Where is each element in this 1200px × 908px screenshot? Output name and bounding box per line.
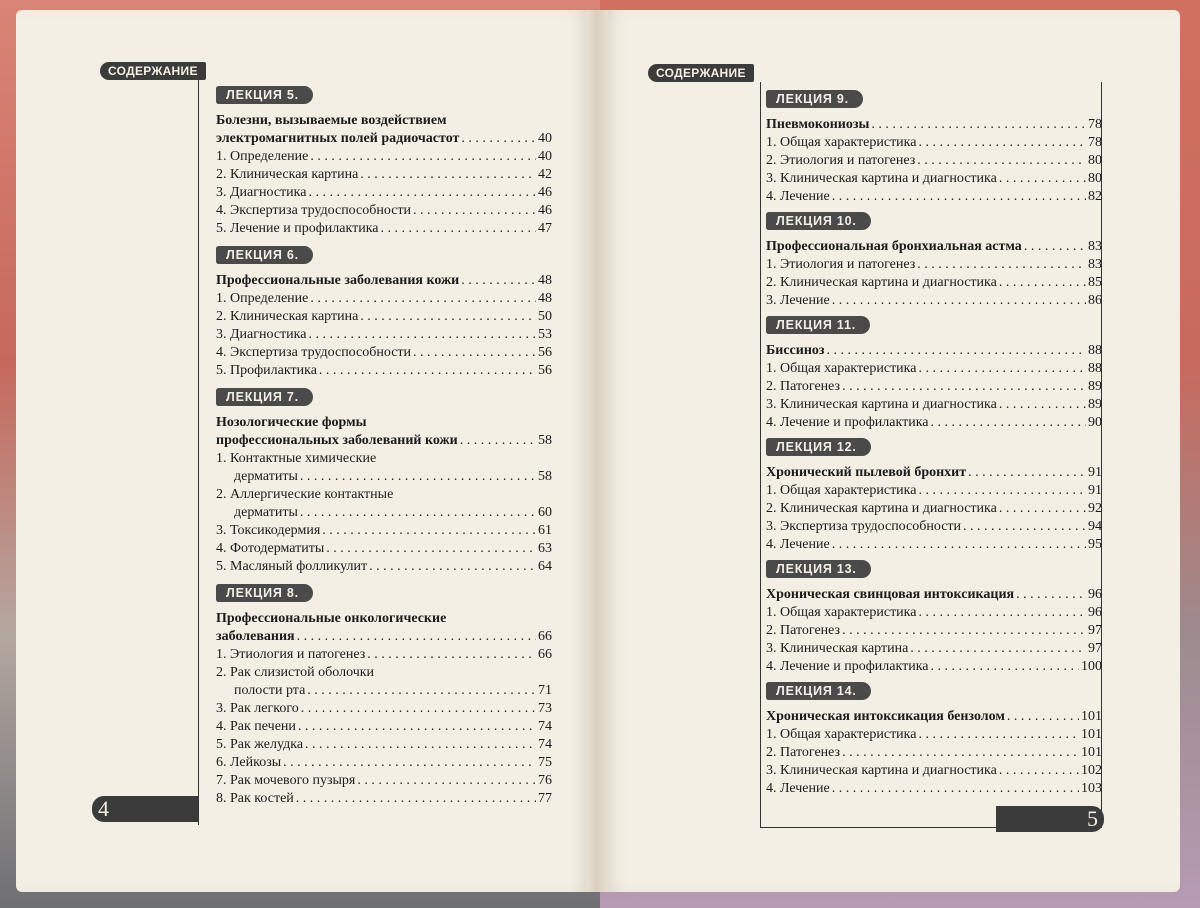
toc-entry-text: 4. Лечение	[766, 537, 830, 552]
toc-entry-text: 1. Общая характеристика	[766, 361, 917, 376]
toc-entry-page: 91	[1088, 483, 1102, 498]
toc-entry-page: 102	[1081, 763, 1102, 778]
leader-dots	[296, 790, 536, 808]
leader-dots	[461, 272, 536, 290]
leader-dots	[999, 274, 1086, 292]
toc-entry-text: 1. Общая характеристика	[766, 135, 917, 150]
leader-dots	[310, 148, 536, 166]
toc-entry	[766, 762, 1102, 780]
leader-dots	[310, 290, 536, 308]
lecture-page-number: 78	[1088, 117, 1102, 132]
lecture-label: ЛЕКЦИЯ 7.	[216, 388, 313, 406]
leader-dots	[917, 256, 1086, 274]
toc-entry-text: 3. Экспертиза трудоспособности	[766, 519, 962, 534]
toc-entry-text: 2. Патогенез	[766, 745, 841, 760]
toc-entry	[216, 290, 552, 308]
leader-dots	[413, 344, 536, 362]
toc-entry	[216, 486, 552, 504]
lecture-title-text: Биссиноз	[766, 343, 825, 358]
toc-entry-page: 90	[1088, 415, 1102, 430]
lecture-title-line	[216, 414, 552, 432]
toc-entry-page: 92	[1088, 501, 1102, 516]
toc-entry	[216, 220, 552, 238]
lecture-title-text: Пневмокониозы	[766, 117, 870, 132]
toc-entry	[216, 682, 552, 700]
toc-entry	[766, 622, 1102, 640]
toc-entry-text: 4. Лечение	[766, 189, 830, 204]
leader-dots	[300, 468, 536, 486]
lecture-title-text: Хроническая свинцовая интоксикация	[766, 587, 1015, 602]
toc-entry	[216, 468, 552, 486]
toc-entry-page: 42	[538, 167, 552, 182]
leader-dots	[999, 170, 1086, 188]
toc-entry-page: 46	[538, 203, 552, 218]
lecture-title	[766, 342, 1102, 360]
lecture-title	[216, 628, 552, 646]
toc-entry-page: 73	[538, 701, 552, 716]
toc-entry	[766, 744, 1102, 762]
toc-entry	[766, 536, 1102, 554]
toc-entry	[766, 726, 1102, 744]
leader-dots	[931, 414, 1087, 432]
leader-dots	[1016, 586, 1086, 604]
toc-entry	[766, 378, 1102, 396]
toc-entry-text: 2. Клиническая картина и диагностика	[766, 501, 997, 516]
leader-dots	[910, 640, 1086, 658]
toc-entry-page: 94	[1088, 519, 1102, 534]
lecture-title	[766, 586, 1102, 604]
lecture-title-text: профессиональных заболеваний кожи	[216, 433, 458, 448]
toc-entry	[766, 256, 1102, 274]
toc-entry-page: 97	[1088, 623, 1102, 638]
lecture-label: ЛЕКЦИЯ 6.	[216, 246, 313, 264]
toc-entry-page: 74	[538, 737, 552, 752]
toc-entry-page: 89	[1088, 379, 1102, 394]
toc-entry-text: 1. Определение	[216, 149, 309, 164]
toc-entry-text: 5. Рак желудка	[216, 737, 304, 752]
toc-entry-text: 8. Рак костей	[216, 791, 294, 806]
lecture-label: ЛЕКЦИЯ 9.	[766, 90, 863, 108]
toc-entry-text: 3. Клиническая картина	[766, 641, 909, 656]
toc-entry-text: 3. Рак легкого	[216, 701, 299, 716]
leader-dots	[842, 378, 1086, 396]
leader-dots	[918, 726, 1079, 744]
lecture-title-text: электромагнитных полей радиочастот	[216, 131, 460, 146]
toc-entry	[216, 344, 552, 362]
toc-entry-page: 66	[538, 647, 552, 662]
toc-entry	[216, 166, 552, 184]
lecture-title-line	[216, 610, 552, 628]
toc-entry-text: 3. Клиническая картина и диагностика	[766, 171, 997, 186]
lecture-page-number: 96	[1088, 587, 1102, 602]
leader-dots	[842, 744, 1079, 762]
toc-entry	[216, 558, 552, 576]
lecture-title-text: Нозологические формы	[216, 415, 367, 430]
toc-entry	[216, 718, 552, 736]
lecture-title	[766, 238, 1102, 256]
lecture-page-number: 58	[538, 433, 552, 448]
leader-dots	[999, 396, 1086, 414]
toc-entry-page: 64	[538, 559, 552, 574]
lecture-title-text: Болезни, вызываемые воздействием	[216, 113, 447, 128]
lecture-page-number: 48	[538, 273, 552, 288]
toc-entry-text: 4. Экспертиза трудоспособности	[216, 203, 412, 218]
toc-entry-text: 1. Этиология и патогенез	[216, 647, 366, 662]
leader-dots	[827, 342, 1086, 360]
toc-entry	[216, 772, 552, 790]
toc-entry-text: 1. Определение	[216, 291, 309, 306]
toc-entry	[216, 148, 552, 166]
toc-entry	[766, 414, 1102, 432]
lecture-title	[766, 708, 1102, 726]
toc-entry	[766, 170, 1102, 188]
lecture-label: ЛЕКЦИЯ 8.	[216, 584, 313, 602]
toc-entry-text: 5. Масляный фолликулит	[216, 559, 368, 574]
toc-entry-page: 46	[538, 185, 552, 200]
leader-dots	[832, 188, 1086, 206]
toc-entry	[216, 308, 552, 326]
leader-dots	[298, 718, 536, 736]
toc-entry-text: 2. Клиническая картина	[216, 309, 359, 324]
lecture-page-number: 66	[538, 629, 552, 644]
toc-entry-text: 6. Лейкозы	[216, 755, 282, 770]
toc-entry-page: 89	[1088, 397, 1102, 412]
toc-entry	[216, 700, 552, 718]
leader-dots	[999, 762, 1079, 780]
toc-entry-page: 76	[538, 773, 552, 788]
toc-entry-page: 40	[538, 149, 552, 164]
right-page-number: 5	[996, 806, 1104, 832]
leader-dots	[918, 482, 1086, 500]
toc-entry-page: 96	[1088, 605, 1102, 620]
lecture-title	[216, 130, 552, 148]
toc-entry-text: 1. Контактные химические	[216, 451, 377, 466]
leader-dots	[319, 362, 536, 380]
toc-entry-page: 101	[1081, 745, 1102, 760]
toc-entry-text: дерматиты	[234, 469, 298, 484]
toc-entry-page: 100	[1081, 659, 1102, 674]
toc-entry	[766, 292, 1102, 310]
lecture-title-line	[216, 112, 552, 130]
toc-entry	[766, 396, 1102, 414]
leader-dots	[1007, 708, 1079, 726]
leader-dots	[283, 754, 536, 772]
leader-dots	[871, 116, 1086, 134]
lecture-title-text: Профессиональная бронхиальная астма	[766, 239, 1022, 254]
left-page-header: СОДЕРЖАНИЕ	[100, 62, 206, 80]
lecture-label: ЛЕКЦИЯ 10.	[766, 212, 871, 230]
leader-dots	[461, 130, 536, 148]
book-gutter	[586, 10, 608, 892]
lecture-page-number: 101	[1081, 709, 1102, 724]
leader-dots	[307, 682, 536, 700]
toc-entry-text: 4. Лечение и профилактика	[766, 415, 929, 430]
toc-entry	[766, 360, 1102, 378]
toc-entry	[766, 482, 1102, 500]
toc-entry-text: 2. Аллергические контактные	[216, 487, 394, 502]
toc-entry-text: 7. Рак мочевого пузыря	[216, 773, 356, 788]
toc-entry-text: 4. Экспертиза трудоспособности	[216, 345, 412, 360]
toc-entry-page: 97	[1088, 641, 1102, 656]
leader-dots	[305, 736, 536, 754]
toc-entry-text: 2. Патогенез	[766, 623, 841, 638]
leader-dots	[832, 780, 1079, 798]
leader-dots	[963, 518, 1086, 536]
toc-entry	[216, 664, 552, 682]
leader-dots	[918, 360, 1086, 378]
toc-entry-page: 53	[538, 327, 552, 342]
toc-entry-text: 2. Рак слизистой оболочки	[216, 665, 375, 680]
toc-entry-text: 2. Клиническая картина	[216, 167, 359, 182]
toc-entry-text: 3. Диагностика	[216, 327, 307, 342]
toc-entry-text: 3. Диагностика	[216, 185, 307, 200]
leader-dots	[301, 700, 536, 718]
lecture-label: ЛЕКЦИЯ 5.	[216, 86, 313, 104]
toc-entry	[216, 522, 552, 540]
lecture-title	[766, 464, 1102, 482]
toc-entry	[216, 504, 552, 522]
leader-dots	[326, 540, 536, 558]
toc-entry-page: 82	[1088, 189, 1102, 204]
toc-entry	[216, 326, 552, 344]
toc-entry	[216, 736, 552, 754]
toc-entry-text: 2. Клиническая картина и диагностика	[766, 275, 997, 290]
toc-entry-text: полости рта	[234, 683, 306, 698]
lecture-page-number: 88	[1088, 343, 1102, 358]
toc-entry-page: 85	[1088, 275, 1102, 290]
leader-dots	[369, 558, 536, 576]
toc-entry-page: 58	[538, 469, 552, 484]
toc-entry-page: 77	[538, 791, 552, 806]
toc-entry-page: 63	[538, 541, 552, 556]
leader-dots	[832, 292, 1086, 310]
toc-entry-page: 95	[1088, 537, 1102, 552]
toc-entry	[766, 518, 1102, 536]
leader-dots	[357, 772, 536, 790]
leader-dots	[308, 326, 536, 344]
toc-entry	[766, 152, 1102, 170]
toc-entry-text: 3. Клиническая картина и диагностика	[766, 397, 997, 412]
toc-entry-text: 2. Этиология и патогенез	[766, 153, 916, 168]
toc-entry-page: 88	[1088, 361, 1102, 376]
leader-dots	[1024, 238, 1086, 256]
toc-entry-text: 1. Этиология и патогенез	[766, 257, 916, 272]
toc-entry	[766, 658, 1102, 676]
lecture-title	[216, 432, 552, 450]
lecture-title-text: Профессиональные заболевания кожи	[216, 273, 460, 288]
toc-entry	[766, 640, 1102, 658]
toc-entry	[216, 202, 552, 220]
toc-entry-text: 3. Токсикодермия	[216, 523, 321, 538]
toc-entry	[766, 780, 1102, 798]
lecture-page-number: 83	[1088, 239, 1102, 254]
leader-dots	[917, 152, 1086, 170]
leader-dots	[999, 500, 1086, 518]
toc-entry-page: 47	[538, 221, 552, 236]
toc-entry	[766, 604, 1102, 622]
toc-entry-text: 3. Лечение	[766, 293, 830, 308]
toc-entry-text: 4. Фотодерматиты	[216, 541, 325, 556]
lecture-label: ЛЕКЦИЯ 13.	[766, 560, 871, 578]
lecture-label: ЛЕКЦИЯ 12.	[766, 438, 871, 456]
toc-entry-text: 4. Рак печени	[216, 719, 296, 734]
toc-entry-text: 1. Общая характеристика	[766, 605, 917, 620]
toc-entry-page: 71	[538, 683, 552, 698]
toc-entry-page: 56	[538, 345, 552, 360]
lecture-page-number: 91	[1088, 465, 1102, 480]
toc-entry-page: 86	[1088, 293, 1102, 308]
toc-entry-page: 50	[538, 309, 552, 324]
toc-entry	[216, 754, 552, 772]
leader-dots	[300, 504, 536, 522]
leader-dots	[832, 536, 1086, 554]
lecture-title-text: заболевания	[216, 629, 295, 644]
toc-entry	[216, 790, 552, 808]
leader-dots	[322, 522, 536, 540]
leader-dots	[360, 166, 536, 184]
toc-entry-page: 56	[538, 363, 552, 378]
toc-entry	[216, 450, 552, 468]
toc-entry	[766, 274, 1102, 292]
left-page-number: 4	[92, 796, 198, 822]
toc-entry-text: 1. Общая характеристика	[766, 727, 917, 742]
toc-entry	[216, 362, 552, 380]
leader-dots	[360, 308, 536, 326]
toc-entry-page: 78	[1088, 135, 1102, 150]
leader-dots	[460, 432, 536, 450]
toc-entry-text: 5. Лечение и профилактика	[216, 221, 379, 236]
toc-entry	[766, 134, 1102, 152]
toc-entry-page: 61	[538, 523, 552, 538]
toc-entry-page: 75	[538, 755, 552, 770]
toc-entry-page: 74	[538, 719, 552, 734]
toc-entry-page: 80	[1088, 171, 1102, 186]
lecture-title-text: Хроническая интоксикация бензолом	[766, 709, 1005, 724]
leader-dots	[297, 628, 536, 646]
toc-entry-page: 83	[1088, 257, 1102, 272]
leader-dots	[308, 184, 536, 202]
toc-entry-text: 2. Патогенез	[766, 379, 841, 394]
toc-entry-text: 1. Общая характеристика	[766, 483, 917, 498]
toc-entry-text: дерматиты	[234, 505, 298, 520]
toc-entry-text: 4. Лечение и профилактика	[766, 659, 929, 674]
toc-entry	[216, 646, 552, 664]
left-toc-frame	[198, 80, 199, 825]
toc-entry	[216, 184, 552, 202]
toc-entry-text: 4. Лечение	[766, 781, 830, 796]
lecture-title	[766, 116, 1102, 134]
lecture-title-text: Профессиональные онкологические	[216, 611, 447, 626]
toc-entry	[216, 540, 552, 558]
toc-entry-page: 48	[538, 291, 552, 306]
toc-entry-page: 80	[1088, 153, 1102, 168]
lecture-label: ЛЕКЦИЯ 14.	[766, 682, 871, 700]
toc-entry	[766, 188, 1102, 206]
right-page-header: СОДЕРЖАНИЕ	[648, 64, 754, 82]
toc-entry-page: 103	[1081, 781, 1102, 796]
leader-dots	[918, 604, 1086, 622]
leader-dots	[931, 658, 1080, 676]
toc-entry	[766, 500, 1102, 518]
leader-dots	[381, 220, 537, 238]
lecture-title-text: Хронический пылевой бронхит	[766, 465, 967, 480]
leader-dots	[968, 464, 1086, 482]
lecture-page-number: 40	[538, 131, 552, 146]
lecture-label: ЛЕКЦИЯ 11.	[766, 316, 870, 334]
leader-dots	[918, 134, 1086, 152]
toc-entry-page: 60	[538, 505, 552, 520]
toc-entry-text: 3. Клиническая картина и диагностика	[766, 763, 997, 778]
leader-dots	[842, 622, 1086, 640]
leader-dots	[413, 202, 536, 220]
toc-entry-page: 101	[1081, 727, 1102, 742]
toc-entry-text: 5. Профилактика	[216, 363, 317, 378]
lecture-title	[216, 272, 552, 290]
leader-dots	[367, 646, 536, 664]
